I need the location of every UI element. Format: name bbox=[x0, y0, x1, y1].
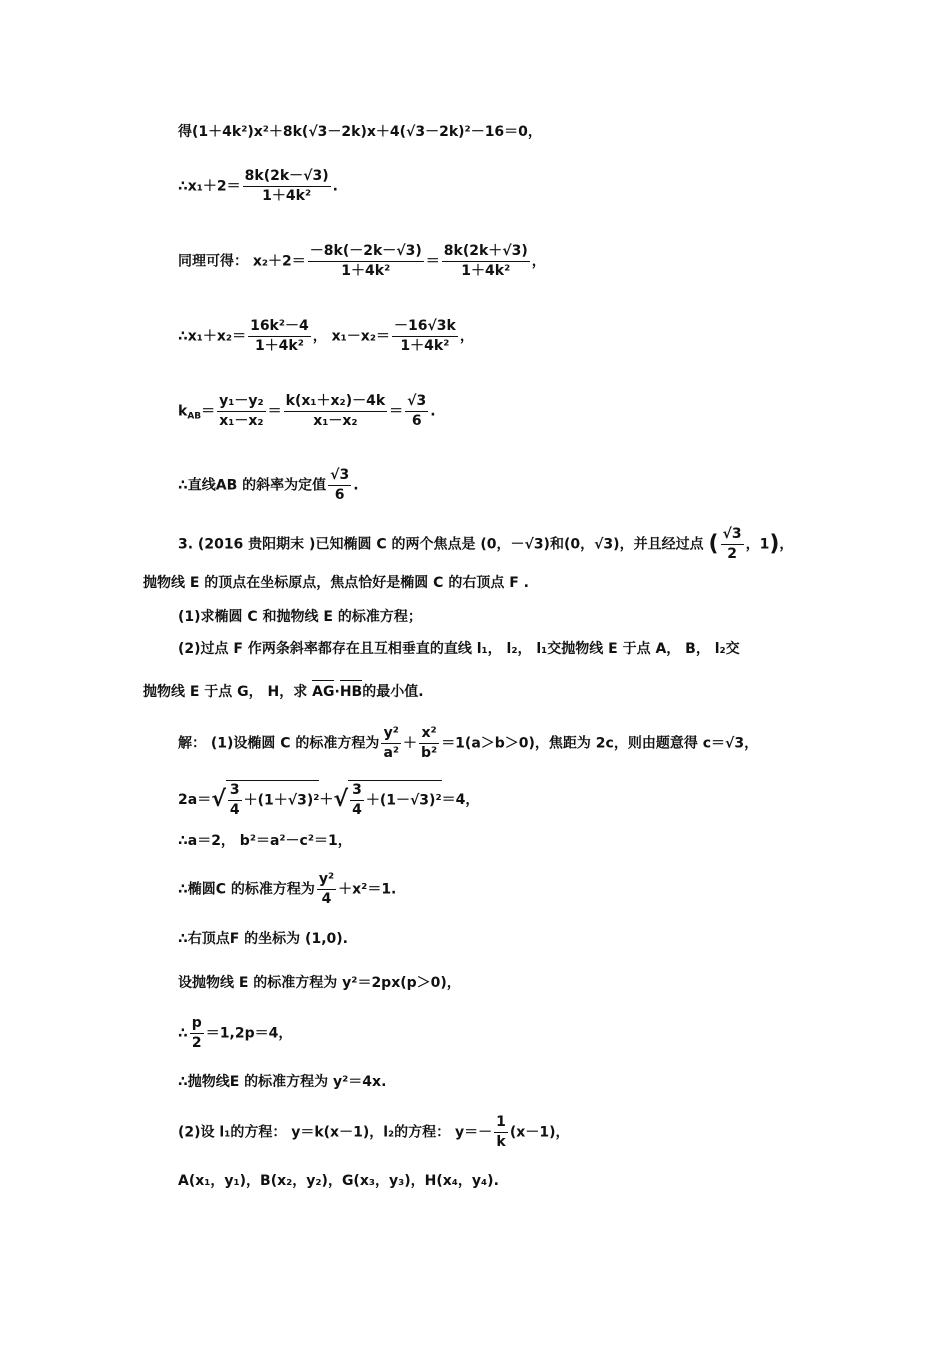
denominator: x₁－x₂ bbox=[313, 413, 358, 429]
fraction bbox=[350, 781, 364, 820]
numerator: y² bbox=[381, 724, 401, 744]
problem-text: 抛物线 E 的顶点在坐标原点，焦点恰好是椭圆 C 的右顶点 F . bbox=[143, 575, 529, 591]
fraction bbox=[228, 781, 242, 820]
sqrt-icon: √ bbox=[333, 787, 349, 812]
equation-line-1 bbox=[178, 122, 542, 142]
punctuation: ， bbox=[459, 328, 474, 345]
punctuation: ， bbox=[779, 536, 794, 553]
numerator: －16√3k bbox=[392, 317, 458, 337]
denominator: 4 bbox=[352, 802, 362, 818]
numerator: 3 bbox=[228, 781, 242, 801]
solution-text: ∴右顶点F 的坐标为 (1,0). bbox=[178, 931, 348, 947]
fraction bbox=[405, 392, 428, 431]
solution-line-4 bbox=[178, 870, 396, 909]
sqrt-icon: √ bbox=[211, 787, 226, 812]
vector-ag: AG bbox=[312, 680, 334, 702]
numerator: y₁－y₂ bbox=[217, 392, 266, 412]
solution-line-8 bbox=[178, 1072, 386, 1092]
solution-line-9 bbox=[178, 1113, 569, 1152]
solution-line-3 bbox=[178, 831, 352, 851]
punctuation: . bbox=[430, 403, 436, 420]
equals-sign: ＝ bbox=[425, 253, 440, 270]
denominator: 1＋4k² bbox=[461, 263, 511, 279]
problem-3-part-2-line-2 bbox=[143, 680, 424, 702]
equation-lhs: ∴x₁＋x₂＝ bbox=[178, 328, 247, 345]
point-tail: ，1 bbox=[745, 536, 770, 553]
problem-3-part-1 bbox=[178, 607, 422, 627]
denominator: 1＋4k² bbox=[400, 338, 450, 354]
fraction bbox=[284, 392, 387, 431]
numerator: 1 bbox=[494, 1113, 508, 1133]
equals-sign: ＝ bbox=[201, 403, 216, 420]
denominator: 4 bbox=[321, 891, 332, 907]
equation-lhs: ∴x₁＋2＝ bbox=[178, 178, 241, 195]
fraction bbox=[494, 1113, 508, 1152]
equation-line-x1 bbox=[178, 167, 338, 206]
fraction bbox=[419, 724, 439, 763]
slope-subscript: AB bbox=[187, 411, 202, 422]
dot-operator: · bbox=[334, 684, 340, 700]
problem-text: 抛物线 E 于点 G， H，求 bbox=[143, 684, 313, 700]
equation-middle: ， x₁－x₂＝ bbox=[312, 328, 390, 345]
solution-text: ＋x²＝1. bbox=[338, 881, 397, 898]
problem-text: 的最小值. bbox=[362, 684, 424, 700]
solution-text: A(x₁，y₁)，B(x₂，y₂)，G(x₃，y₃)，H(x₄，y₄). bbox=[178, 1173, 499, 1189]
solution-text: (2)设 l₁的方程： y＝k(x－1)，l₂的方程： y＝－ bbox=[178, 1124, 493, 1141]
fraction bbox=[317, 870, 336, 909]
fraction bbox=[381, 724, 401, 763]
solution-text: ∴抛物线E 的标准方程为 y²＝4x. bbox=[178, 1074, 387, 1090]
solution-text: 设抛物线 E 的标准方程为 y²＝2px(p＞0)， bbox=[178, 975, 461, 991]
punctuation: . bbox=[353, 477, 359, 494]
denominator: b² bbox=[421, 745, 438, 761]
numerator: p bbox=[190, 1014, 204, 1034]
radicand bbox=[348, 780, 442, 820]
plus-sign: ＋ bbox=[403, 735, 418, 752]
radicand bbox=[226, 780, 320, 820]
fraction bbox=[392, 317, 458, 356]
solution-line-1 bbox=[178, 724, 758, 763]
denominator: 2 bbox=[191, 1035, 202, 1051]
fraction bbox=[243, 167, 331, 206]
numerator: √3 bbox=[721, 525, 744, 545]
numerator: 8k(2k－√3) bbox=[243, 167, 331, 187]
fraction bbox=[248, 317, 311, 356]
numerator: －8k(－2k－√3) bbox=[308, 242, 424, 262]
denominator: 1＋4k² bbox=[262, 188, 312, 204]
conclusion-text: ∴直线AB 的斜率为定值 bbox=[178, 477, 327, 494]
fraction bbox=[442, 242, 530, 281]
equation-line-slope bbox=[178, 392, 436, 431]
solution-text: ∴椭圆C 的标准方程为 bbox=[178, 881, 315, 898]
problem-text: (1)求椭圆 C 和抛物线 E 的标准方程； bbox=[178, 609, 422, 625]
solution-line-7 bbox=[178, 1014, 292, 1053]
denominator: 1＋4k² bbox=[254, 338, 304, 354]
problem-text: 3. (2016 贵阳期末 )已知椭圆 C 的两个焦点是 (0，－√3)和(0，√3)，并且经过点 bbox=[178, 536, 704, 553]
slope-symbol: k bbox=[178, 403, 188, 420]
solution-text: ＝1,2p＝4， bbox=[205, 1025, 293, 1042]
plus-sign: ＋ bbox=[319, 792, 334, 808]
solution-line-6 bbox=[178, 973, 461, 993]
equation-lhs: 同理可得： x₂＋2＝ bbox=[178, 253, 306, 270]
numerator: k(x₁＋x₂)－4k bbox=[284, 392, 387, 412]
punctuation: ， bbox=[531, 253, 546, 270]
problem-text: (2)过点 F 作两条斜率都存在且互相垂直的直线 l₁， l₂， l₁交抛物线 E 于点 A， B， l₂交 bbox=[178, 641, 740, 657]
numerator: 3 bbox=[350, 781, 364, 801]
radicand-tail: ＋(1＋√3)² bbox=[243, 792, 320, 809]
equals-sign: ＝ bbox=[389, 403, 404, 420]
numerator: √3 bbox=[405, 392, 428, 412]
denominator: 4 bbox=[229, 802, 240, 818]
punctuation: . bbox=[332, 178, 338, 195]
left-paren: ( bbox=[708, 531, 719, 557]
equals-sign: ＝ bbox=[267, 403, 282, 420]
radicand-tail: ＋(1－√3)² bbox=[365, 792, 442, 809]
right-paren: ) bbox=[769, 531, 780, 557]
fraction bbox=[721, 525, 744, 564]
solution-text: ＝1(a＞b＞0)，焦距为 2c，则由题意得 c＝√3， bbox=[441, 735, 759, 752]
denominator: 1＋4k² bbox=[341, 263, 391, 279]
numerator: 8k(2k＋√3) bbox=[442, 242, 530, 262]
equation-rhs: ＝4， bbox=[441, 792, 480, 808]
fraction bbox=[328, 466, 351, 505]
solution-line-2a bbox=[178, 780, 479, 820]
denominator: x₁－x₂ bbox=[219, 413, 264, 429]
numerator: x² bbox=[419, 724, 439, 744]
problem-3-part-2 bbox=[178, 639, 740, 659]
fraction bbox=[217, 392, 266, 431]
solution-text: (x－1)， bbox=[509, 1124, 570, 1141]
solution-text: ∴a＝2， b²＝a²－c²＝1， bbox=[178, 833, 352, 849]
fraction bbox=[190, 1014, 204, 1053]
denominator: 2 bbox=[727, 546, 737, 562]
solution-line-10 bbox=[178, 1171, 499, 1191]
numerator: √3 bbox=[328, 466, 351, 486]
solution-text: 解： (1)设椭圆 C 的标准方程为 bbox=[178, 735, 380, 752]
denominator: 6 bbox=[334, 487, 345, 503]
solution-line-5 bbox=[178, 929, 348, 949]
equation-text: 得(1＋4k²)x²＋8k(√3－2k)x＋4(√3－2k)²－16＝0， bbox=[178, 124, 542, 140]
conclusion-line bbox=[178, 466, 359, 505]
numerator: 16k²－4 bbox=[248, 317, 311, 337]
fraction bbox=[308, 242, 424, 281]
numerator: y² bbox=[317, 870, 336, 890]
denominator: a² bbox=[383, 745, 400, 761]
equation-lhs: 2a＝ bbox=[178, 792, 212, 808]
denominator: k bbox=[496, 1134, 506, 1150]
therefore-sign: ∴ bbox=[178, 1025, 188, 1042]
denominator: 6 bbox=[411, 413, 422, 429]
problem-3-statement bbox=[178, 525, 793, 564]
vector-hb: HB bbox=[340, 680, 362, 702]
equation-line-x2 bbox=[178, 242, 546, 281]
equation-line-sum-diff bbox=[178, 317, 474, 356]
problem-3-line-2 bbox=[143, 573, 529, 593]
